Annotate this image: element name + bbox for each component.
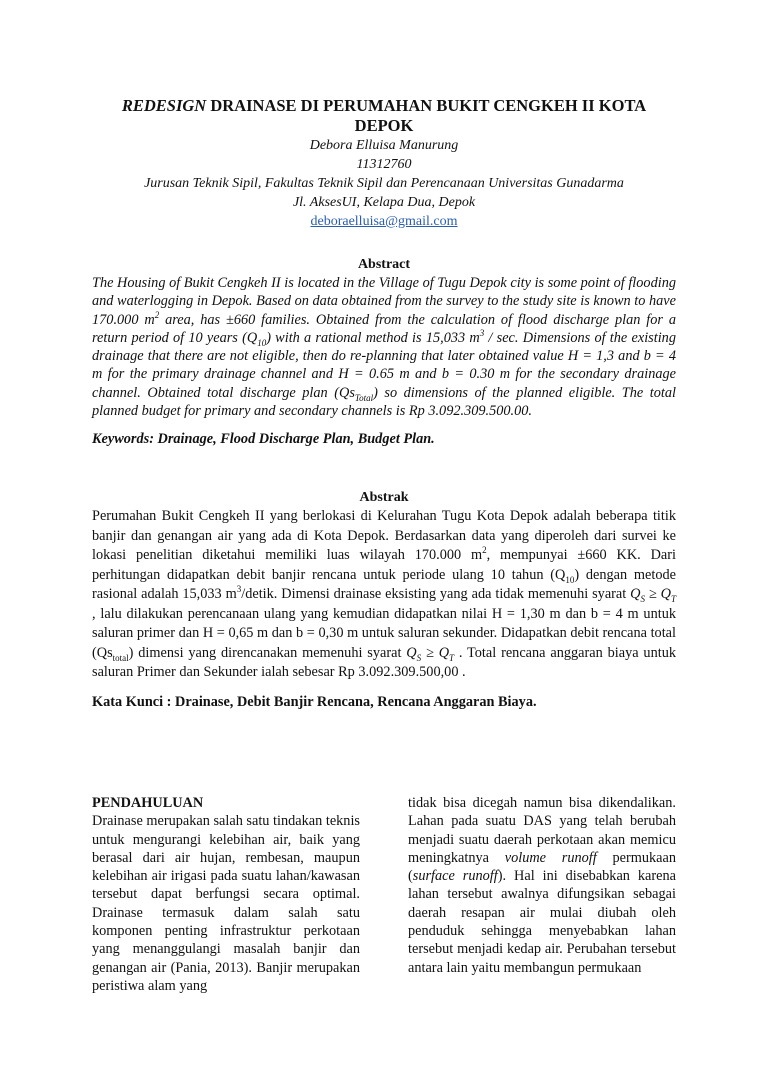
term-volume-runoff: volume runoff — [504, 849, 597, 866]
address: Jl. AksesUI, Kelapa Dua, Depok — [292, 195, 476, 210]
email-link[interactable]: deboraelluisa@gmail.com — [310, 214, 458, 229]
abstrak-heading: Abstrak — [359, 490, 409, 506]
title-line2: DEPOK — [354, 116, 414, 135]
math-qs-qt: $Q_S \ge Q_T$ — [630, 586, 676, 605]
paper-page — [92, 96, 676, 711]
author-name: Debora Elluisa Manurung — [309, 138, 459, 153]
title-italic-word: REDESIGN — [121, 96, 207, 115]
keywords-id: Kata Kunci : Drainase, Debit Banjir Rencana, Rencana Anggaran Biaya. — [92, 693, 537, 710]
intro-left-column — [92, 794, 360, 995]
math-qs-qt-2: $Q_S \ge Q_T$ — [406, 644, 455, 663]
intro-right-column: tidak bisa dicegah namun bisa dikendalikan. Lahan pada suatu DAS yang telah berubah menjadi suatu daerah perkotaan akan memicu meningkatnya volume runoff permukaan (surface runoff). Hal ini disebabkan karena lahan tersebut awalnya difungsikan sebagai daerah resapan air mulai diubah oleh penduduk sehingga menyebabkan lahan tersebut menjadi kedap air. Perubahan tersebut antara lain yaitu membangun permukaan — [408, 795, 676, 976]
title-text: DRAINASE DI PERUMAHAN BUKIT CENGKEH II KOTA — [210, 96, 647, 115]
abstract-heading: Abstract — [357, 257, 411, 272]
student-id: 11312760 — [356, 157, 412, 172]
intro-left-text: Drainase merupakan salah satu tindakan teknis untuk mengurangi kelebihan air, baik yang berasal dari air hujan, rembesan, maupun kelebihan air irigasi pada suatu lahan/kawasan tersebut dapat berfungsi secara optimal. Drainase termasuk dalam salah satu komponen penting infrastruktur perkotaan yang menanggulangi masalah banjir dan genangan air (Pania, 2013). Banjir merupakan peristiwa alam yang — [92, 813, 360, 994]
term-surface-runoff: surface runoff — [412, 868, 498, 885]
intro-columns — [92, 794, 676, 995]
affiliation: Jurusan Teknik Sipil, Fakultas Teknik Sipil dan Perencanaan Universitas Gunadarma — [144, 176, 624, 191]
paper-title — [92, 96, 676, 136]
keywords-en: Keywords: Drainage, Flood Discharge Plan, Budget Plan. — [92, 431, 435, 448]
abstract-id-body: Perumahan Bukit Cengkeh II yang berlokasi di Kelurahan Tugu Kota Depok adalah beberapa titik banjir dan genangan air yang ada di Kota Depok. Berdasarkan data yang diperoleh dari survei ke lokasi penelitian diketahui memiliki luas wilayah 170.000 $m^2$, mempunyai ±660 KK. Dari perhitungan didapatkan debit banjir rencana untuk periode ulang 10 tahun $(Q_{10})$ dengan metode rasional adalah 15,033 $m^3$/detik. Dimensi drainase eksisting yang ada tidak memenuhi syarat $Q_S \ge Q_T$ , lalu dilakukan perencanaan ulang yang kemudian didapatkan nilai H = 1,30 m dan b = 4 m untuk saluran primer dan H = 0,65 m dan b = 0,30 m untuk saluran sekunder. Didapatkan debit rencana total $(Qs_{total})$ dimensi yang direncanakan memenuhi syarat $Q_S \ge Q_T$ . Total rencana anggaran biaya untuk saluran Primer dan Sekunder ialah sebesar Rp 3.092.309.500,00 . — [92, 508, 676, 681]
abstract-en-body: The Housing of Bukit Cengkeh II is located in the Village of Tugu Depok city is some point of flooding and waterlogging in Depok. Based on data obtained from the survey to the study site is known to have 170.000 $m^2$ area, has ±660 families. Obtained from the calculation of flood discharge plan for a return period of 10 years $(Q_{10})$ with a rational method is 15,033 $m^3$ / sec. Dimensions of the existing drainage that there are not eligible, then do re-planning that later obtained value H = 1,3 and b = 4 m for the primary drainage channel and H = 0.65 m and b = 0.30 m for the secondary drainage channel. Obtained total discharge plan $(Qs_{Total})$ so dimensions of the planned eligible. The total planned budget for primary and secondary channels is Rp 3.092.309.500.00. — [92, 275, 676, 420]
intro-heading: PENDAHULUAN — [92, 795, 204, 811]
